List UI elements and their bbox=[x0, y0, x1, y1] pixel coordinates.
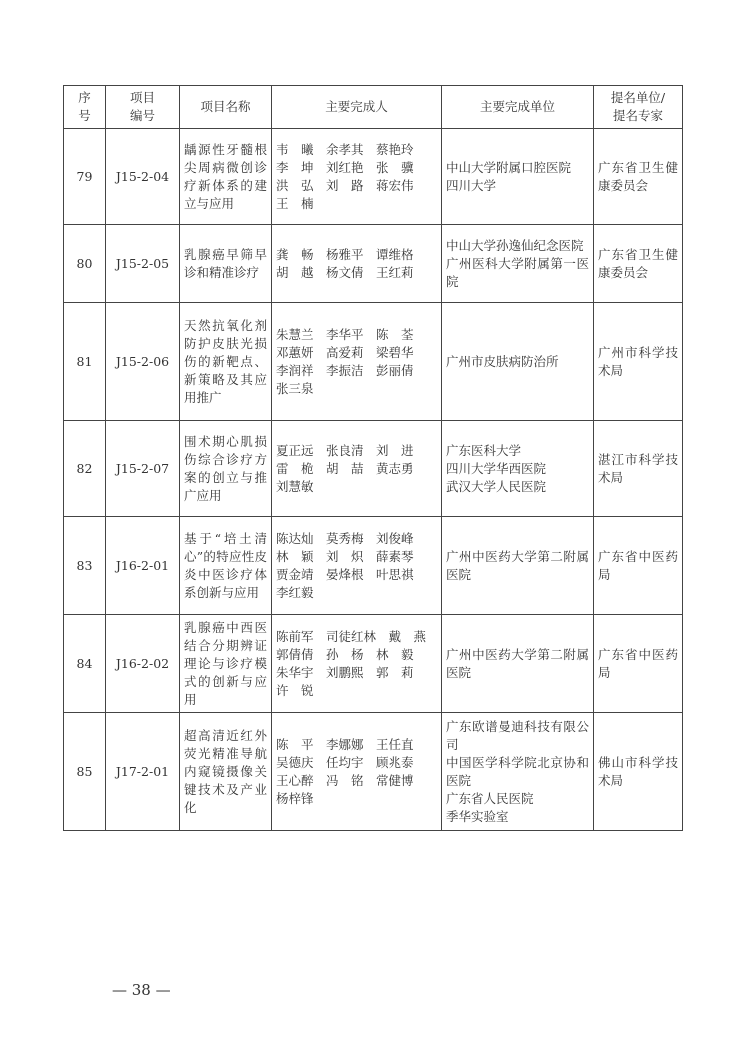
cell-units bbox=[442, 129, 594, 225]
person-line: 雷 桅 胡 喆 黄志勇 bbox=[276, 460, 414, 476]
cell-units bbox=[442, 517, 594, 615]
cell-code: J15-2-06 bbox=[106, 303, 180, 421]
person-line: 王 楠 bbox=[276, 195, 314, 211]
cell-code: J16-2-02 bbox=[106, 615, 180, 713]
person-line: 朱华宇 刘鹏熙 郭 莉 bbox=[276, 664, 414, 680]
cell-nominator: 广东省卫生健康委员会 bbox=[594, 129, 683, 225]
cell-code: J15-2-07 bbox=[106, 421, 180, 517]
cell-nominator: 湛江市科学技术局 bbox=[594, 421, 683, 517]
header-name: 项目名称 bbox=[180, 86, 272, 129]
person-line: 陈达灿 莫秀梅 刘俊峰 bbox=[276, 530, 414, 546]
person-line: 胡 越 杨文倩 王红莉 bbox=[276, 264, 414, 280]
unit-line: 广州市皮肤病防治所 bbox=[446, 353, 559, 369]
cell-people bbox=[272, 713, 442, 831]
unit-line: 广东欧谱曼迪科技有限公司 bbox=[446, 718, 589, 752]
unit-line: 四川大学华西医院 bbox=[446, 460, 547, 476]
person-line: 贾金靖 晏烽根 叶思祺 bbox=[276, 566, 414, 582]
person-line: 吴德庆 任均宇 顾兆泰 bbox=[276, 754, 414, 770]
cell-code: J15-2-05 bbox=[106, 225, 180, 303]
unit-line: 中山大学孙逸仙纪念医院 bbox=[446, 237, 584, 253]
table-row bbox=[64, 713, 683, 831]
person-line: 郭倩倩 孙 杨 林 毅 bbox=[276, 646, 414, 662]
person-line: 杨梓锋 bbox=[276, 790, 314, 806]
table-row bbox=[64, 129, 683, 225]
header-row bbox=[64, 86, 683, 129]
cell-project-name: 天然抗氧化剂防护皮肤光损伤的新靶点、新策略及其应用推广 bbox=[180, 303, 272, 421]
cell-code: J17-2-01 bbox=[106, 713, 180, 831]
person-line: 龚 畅 杨雅平 谭维格 bbox=[276, 246, 414, 262]
cell-nominator: 广州市科学技术局 bbox=[594, 303, 683, 421]
cell-units bbox=[442, 303, 594, 421]
unit-line: 中山大学附属口腔医院 bbox=[446, 159, 572, 175]
cell-seq: 83 bbox=[64, 517, 106, 615]
cell-project-name: 龋源性牙髓根尖周病微创诊疗新体系的建立与应用 bbox=[180, 129, 272, 225]
cell-project-name: 超高清近红外荧光精准导航内窥镜摄像关键技术及产业化 bbox=[180, 713, 272, 831]
cell-project-name: 乳腺癌早筛早诊和精准诊疗 bbox=[180, 225, 272, 303]
header-seq: 序 号 bbox=[64, 86, 106, 129]
cell-people bbox=[272, 129, 442, 225]
cell-seq: 82 bbox=[64, 421, 106, 517]
person-line: 陈 平 李娜娜 王任直 bbox=[276, 736, 414, 752]
cell-units bbox=[442, 421, 594, 517]
page-number: — 38 — bbox=[112, 981, 171, 999]
cell-project-name: 基于“培土清心”的特应性皮炎中医诊疗体系创新与应用 bbox=[180, 517, 272, 615]
cell-units bbox=[442, 713, 594, 831]
table-body bbox=[64, 129, 683, 831]
unit-line: 四川大学 bbox=[446, 177, 497, 193]
unit-line: 广东省人民医院 bbox=[446, 790, 534, 806]
cell-people bbox=[272, 615, 442, 713]
cell-people bbox=[272, 517, 442, 615]
unit-line: 广州中医药大学第二附属医院 bbox=[446, 548, 589, 582]
header-code: 项目 编号 bbox=[106, 86, 180, 129]
cell-code: J16-2-01 bbox=[106, 517, 180, 615]
unit-line: 广州中医药大学第二附属医院 bbox=[446, 646, 589, 680]
table-row bbox=[64, 225, 683, 303]
cell-nominator: 广东省中医药局 bbox=[594, 517, 683, 615]
person-line: 洪 弘 刘 路 蒋宏伟 bbox=[276, 177, 414, 193]
person-line: 夏正远 张良清 刘 进 bbox=[276, 442, 414, 458]
cell-people bbox=[272, 225, 442, 303]
unit-line: 广东医科大学 bbox=[446, 442, 522, 458]
cell-seq: 81 bbox=[64, 303, 106, 421]
header-people: 主要完成人 bbox=[272, 86, 442, 129]
cell-seq: 80 bbox=[64, 225, 106, 303]
person-line: 李红毅 bbox=[276, 584, 314, 600]
person-line: 陈前军 司徒红林 戴 燕 bbox=[276, 628, 427, 644]
cell-nominator: 广东省中医药局 bbox=[594, 615, 683, 713]
person-line: 朱慧兰 李华平 陈 荃 bbox=[276, 326, 414, 342]
unit-line: 季华实验室 bbox=[446, 808, 509, 824]
header-nominator: 提名单位/ 提名专家 bbox=[594, 86, 683, 129]
cell-project-name: 乳腺癌中西医结合分期辨证理论与诊疗模式的创新与应用 bbox=[180, 615, 272, 713]
unit-line: 中国医学科学院北京协和医院 bbox=[446, 754, 589, 788]
person-line: 邓蕙妍 高爱莉 梁碧华 bbox=[276, 344, 414, 360]
table-row bbox=[64, 303, 683, 421]
table-row bbox=[64, 517, 683, 615]
person-line: 韦 曦 余孝其 蔡艳玲 bbox=[276, 141, 414, 157]
header-units: 主要完成单位 bbox=[442, 86, 594, 129]
unit-line: 武汉大学人民医院 bbox=[446, 478, 547, 494]
person-line: 刘慧敏 bbox=[276, 478, 314, 494]
cell-units bbox=[442, 615, 594, 713]
cell-seq: 85 bbox=[64, 713, 106, 831]
cell-code: J15-2-04 bbox=[106, 129, 180, 225]
cell-nominator: 佛山市科学技术局 bbox=[594, 713, 683, 831]
cell-nominator: 广东省卫生健康委员会 bbox=[594, 225, 683, 303]
table-row bbox=[64, 615, 683, 713]
person-line: 王心醉 冯 铭 常健博 bbox=[276, 772, 414, 788]
unit-line: 广州医科大学附属第一医院 bbox=[446, 255, 589, 289]
cell-people bbox=[272, 303, 442, 421]
cell-units bbox=[442, 225, 594, 303]
cell-project-name: 围术期心肌损伤综合诊疗方案的创立与推广应用 bbox=[180, 421, 272, 517]
cell-people bbox=[272, 421, 442, 517]
person-line: 许 锐 bbox=[276, 682, 314, 698]
person-line: 林 颖 刘 炽 薛素琴 bbox=[276, 548, 414, 564]
award-table bbox=[63, 85, 683, 831]
table-row bbox=[64, 421, 683, 517]
person-line: 张三泉 bbox=[276, 380, 314, 396]
cell-seq: 79 bbox=[64, 129, 106, 225]
person-line: 李润祥 李振洁 彭丽倩 bbox=[276, 362, 414, 378]
cell-seq: 84 bbox=[64, 615, 106, 713]
person-line: 李 坤 刘红艳 张 骥 bbox=[276, 159, 414, 175]
